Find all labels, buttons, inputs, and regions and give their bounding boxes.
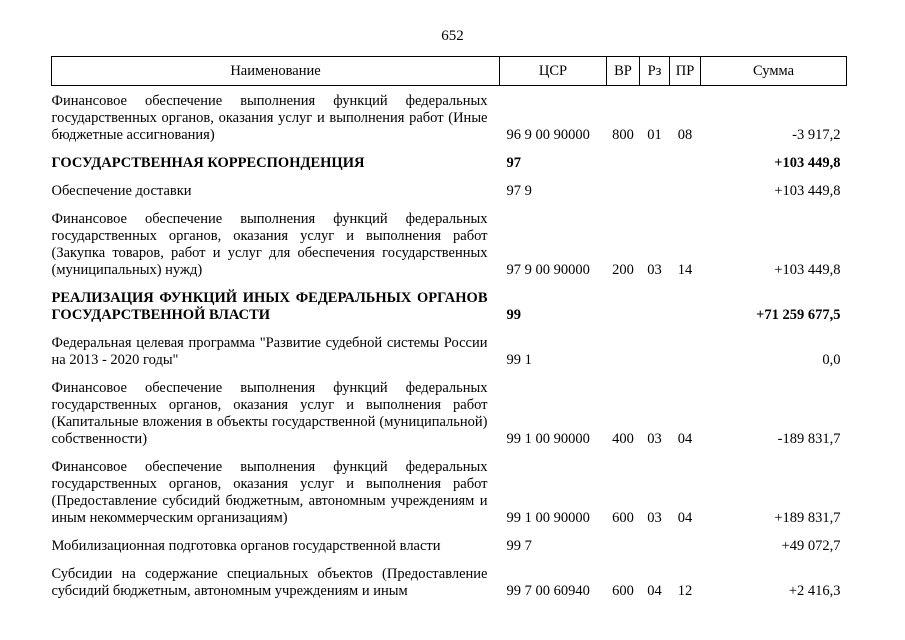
row-pr xyxy=(670,324,701,369)
table-row xyxy=(52,86,847,145)
row-sum: +189 831,7 xyxy=(774,510,841,526)
row-csr: 97 xyxy=(506,155,521,171)
row-rz xyxy=(640,172,670,200)
row-csr: 99 1 xyxy=(506,352,532,368)
row-vr xyxy=(607,144,640,172)
header-rz: Рз xyxy=(640,57,670,86)
row-name: Федеральная целевая программа "Развитие судебной системы России на 2013 - 2020 годы" xyxy=(51,335,488,368)
row-pr xyxy=(670,172,701,200)
row-name: Обеспечение доставки xyxy=(51,183,192,199)
table-row xyxy=(52,172,847,200)
table-row xyxy=(52,448,847,527)
budget-table xyxy=(51,56,847,600)
row-name: РЕАЛИЗАЦИЯ ФУНКЦИЙ ИНЫХ ФЕДЕРАЛЬНЫХ ОРГАНОВ ГОСУДАРСТВЕННОЙ ВЛАСТИ xyxy=(51,290,488,323)
row-sum: -189 831,7 xyxy=(777,431,841,447)
row-rz: 04 xyxy=(647,583,662,599)
table-row xyxy=(52,200,847,279)
row-sum: +103 449,8 xyxy=(774,262,841,278)
row-sum: +103 449,8 xyxy=(774,155,841,171)
row-pr: 12 xyxy=(677,583,693,599)
row-sum: -3 917,2 xyxy=(792,127,841,143)
header-pr: ПР xyxy=(670,57,701,86)
table-row xyxy=(52,369,847,448)
row-name: Финансовое обеспечение выполнения функций федеральных государственных органов, оказания услуг и выполнения работ (Капитальные вложения в объекты государственной (муниципальной) собственности) xyxy=(51,380,488,447)
row-csr: 97 9 xyxy=(506,183,532,199)
row-rz xyxy=(640,324,670,369)
row-pr: 08 xyxy=(677,127,693,143)
row-pr: 04 xyxy=(677,431,693,447)
row-vr: 200 xyxy=(612,262,634,278)
row-csr: 99 7 xyxy=(506,538,532,554)
row-vr: 600 xyxy=(612,583,634,599)
row-csr: 97 9 00 90000 xyxy=(506,262,590,278)
table-row xyxy=(52,324,847,369)
row-name: Субсидии на содержание специальных объектов (Предоставление субсидий бюджетным, автономным учреждениям и иным xyxy=(51,566,488,599)
row-name: Мобилизационная подготовка органов государственной власти xyxy=(51,538,441,554)
row-rz: 03 xyxy=(647,262,662,278)
row-csr: 99 7 00 60940 xyxy=(506,583,590,599)
table-header-row xyxy=(52,57,847,86)
row-pr: 04 xyxy=(677,510,693,526)
row-rz xyxy=(640,279,670,324)
row-name: Финансовое обеспечение выполнения функций федеральных государственных органов, оказания услуг и выполнения работ (Иные бюджетные ассигнования) xyxy=(51,93,488,143)
row-pr xyxy=(670,527,701,555)
row-pr: 14 xyxy=(677,262,693,278)
row-name: Финансовое обеспечение выполнения функций федеральных государственных органов, оказания услуг и выполнения работ (Закупка товаров, работ и услуг для обеспечения государственных (муниципальных) нужд) xyxy=(51,211,488,278)
row-rz xyxy=(640,144,670,172)
row-vr xyxy=(607,324,640,369)
row-name: ГОСУДАРСТВЕННАЯ КОРРЕСПОНДЕНЦИЯ xyxy=(51,155,365,171)
row-vr xyxy=(607,172,640,200)
row-pr xyxy=(670,144,701,172)
row-csr: 99 1 00 90000 xyxy=(506,510,590,526)
header-vr: ВР xyxy=(607,57,640,86)
row-vr xyxy=(607,279,640,324)
row-vr: 600 xyxy=(612,510,634,526)
page-number: 652 xyxy=(441,28,464,44)
row-vr xyxy=(607,527,640,555)
row-csr: 99 xyxy=(506,307,521,323)
row-rz: 03 xyxy=(647,431,662,447)
row-sum: +103 449,8 xyxy=(774,183,841,199)
table-row xyxy=(52,144,847,172)
row-vr: 400 xyxy=(612,431,634,447)
table-row xyxy=(52,279,847,324)
row-sum: +2 416,3 xyxy=(788,583,841,599)
header-sum: Сумма xyxy=(701,57,847,86)
header-name: Наименование xyxy=(52,57,500,86)
row-vr: 800 xyxy=(612,127,634,143)
table-row xyxy=(52,555,847,600)
row-csr: 96 9 00 90000 xyxy=(506,127,590,143)
row-rz xyxy=(640,527,670,555)
row-name: Финансовое обеспечение выполнения функций федеральных государственных органов, оказания услуг и выполнения работ (Предоставление субсидий бюджетным, автономным учреждениям и иным некоммерческим организациям) xyxy=(51,459,488,526)
row-csr: 99 1 00 90000 xyxy=(506,431,590,447)
row-sum: +71 259 677,5 xyxy=(756,307,841,323)
row-rz: 01 xyxy=(647,127,662,143)
row-sum: 0,0 xyxy=(822,352,841,368)
table-row xyxy=(52,527,847,555)
row-rz: 03 xyxy=(647,510,662,526)
row-sum: +49 072,7 xyxy=(781,538,841,554)
header-csr: ЦСР xyxy=(500,57,607,86)
row-pr xyxy=(670,279,701,324)
